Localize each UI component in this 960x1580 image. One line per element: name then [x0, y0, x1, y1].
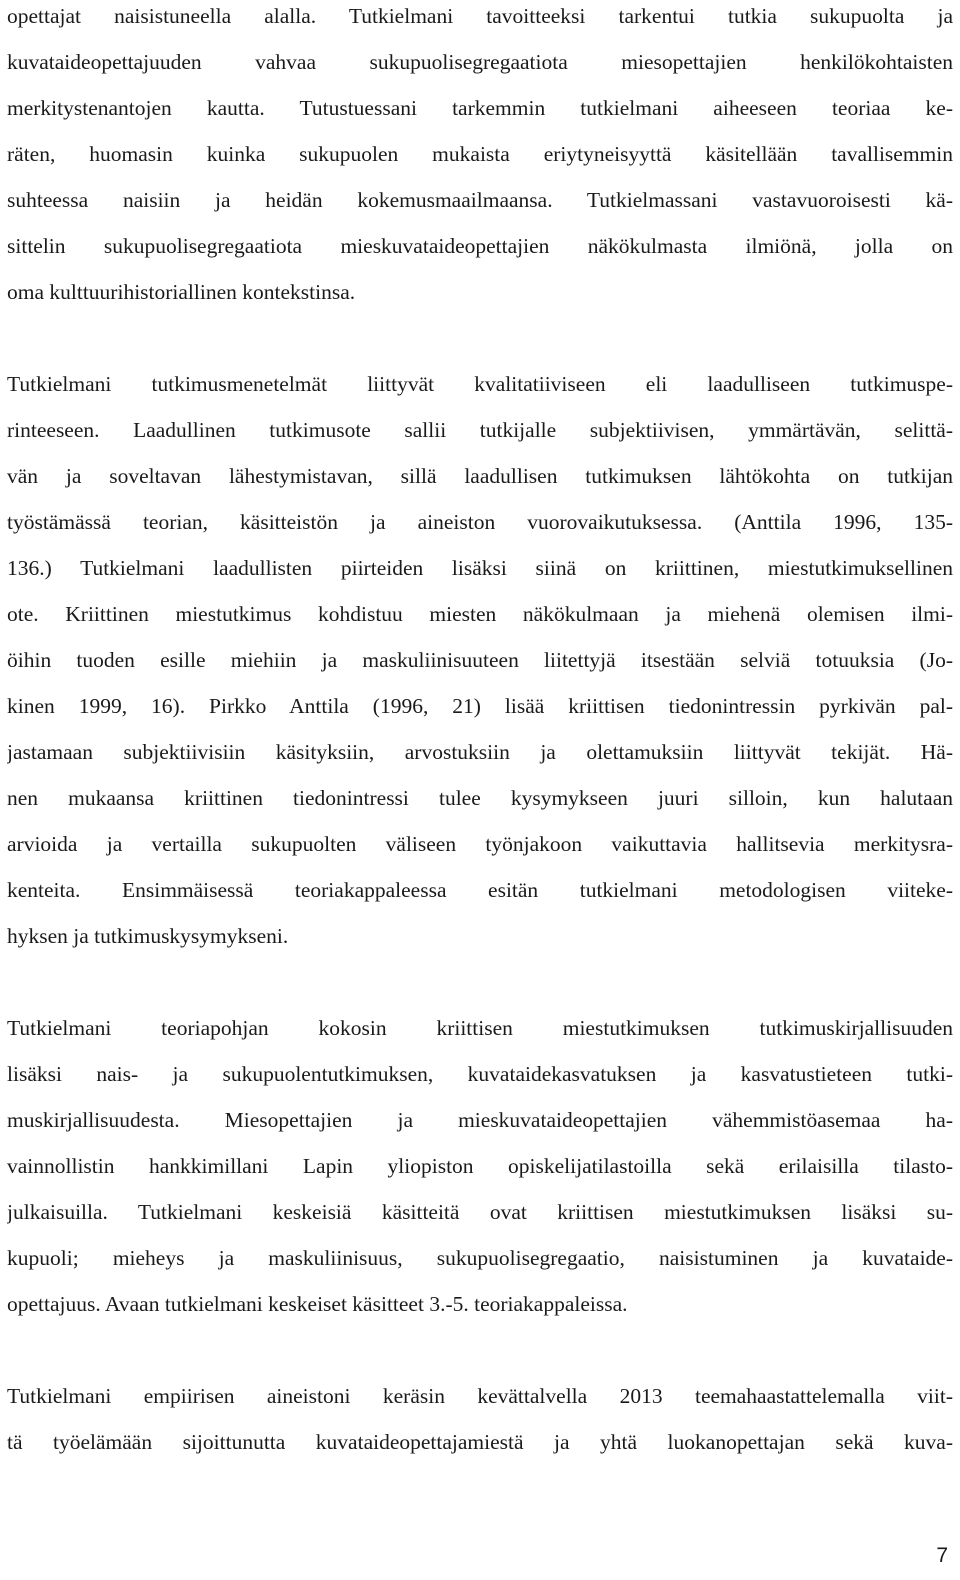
text-line: nen mukaansa kriittinen tiedonintressi tulee kysymykseen juuri silloin, kun halutaan: [7, 786, 953, 810]
text-line: rinteeseen. Laadullinen tutkimusote sallii tutkijalle subjektiivisen, ymmärtävän, selittä-: [7, 418, 953, 442]
text-line: räten, huomasin kuinka sukupuolen mukaista eriytyneisyyttä käsitellään tavallisemmin: [7, 142, 953, 166]
paragraph-gap: [7, 1327, 953, 1373]
text-line: Tutkielmani empiirisen aineistoni keräsin kevättalvella 2013 teemahaastattelemalla viit-: [7, 1384, 953, 1408]
text-line: julkaisuilla. Tutkielmani keskeisiä käsitteitä ovat kriittisen miestutkimuksen lisäksi su-: [7, 1200, 953, 1224]
paragraph-2: [7, 361, 953, 959]
text-line: vainnollistin hankkimillani Lapin yliopiston opiskelijatilastoilla sekä erilaisilla tilasto-: [7, 1154, 953, 1178]
text-line: Tutkielmani teoriapohjan kokosin kriittisen miestutkimuksen tutkimuskirjallisuuden: [7, 1016, 953, 1040]
text-line: ote. Kriittinen miestutkimus kohdistuu miesten näkökulmaan ja miehenä olemisen ilmi-: [7, 602, 953, 626]
text-line: opettajat naisistuneella alalla. Tutkielmani tavoitteeksi tarkentui tutkia sukupuolta ja: [7, 4, 953, 28]
text-line: arvioida ja vertailla sukupuolten väliseen työnjakoon vaikuttavia hallitsevia merkitysra-: [7, 832, 953, 856]
text-line: suhteessa naisiin ja heidän kokemusmaailmaansa. Tutkielmassani vastavuoroisesti kä-: [7, 188, 953, 212]
text-line: opettajuus. Avaan tutkielmani keskeiset käsitteet 3.-5. teoriakappaleissa.: [7, 1292, 628, 1316]
text-line: tä työelämään sijoittunutta kuvataideopettajamiestä ja yhtä luokanopettajan sekä kuva-: [7, 1430, 953, 1454]
paragraph-4: [7, 1373, 953, 1465]
paragraph-gap: [7, 959, 953, 1005]
paragraph-3: [7, 1005, 953, 1327]
document-page: [7, 0, 953, 1465]
text-line: öihin tuoden esille miehiin ja maskuliinisuuteen liitettyjä itsestään selviä totuuksia (Jo-: [7, 648, 953, 672]
text-line: sittelin sukupuolisegregaatiota mieskuvataideopettajien näkökulmasta ilmiönä, jolla on: [7, 234, 953, 258]
text-line: kupuoli; mieheys ja maskuliinisuus, sukupuolisegregaatio, naisistuminen ja kuvataide-: [7, 1246, 953, 1270]
text-line: kenteita. Ensimmäisessä teoriakappaleessa esitän tutkielmani metodologisen viiteke-: [7, 878, 953, 902]
text-line: 136.) Tutkielmani laadullisten piirteiden lisäksi siinä on kriittinen, miestutkimuksellinen: [7, 556, 953, 580]
text-line: kuvataideopettajuuden vahvaa sukupuolisegregaatiota miesopettajien henkilökohtaisten: [7, 50, 953, 74]
text-line: muskirjallisuudesta. Miesopettajien ja mieskuvataideopettajien vähemmistöasemaa ha-: [7, 1108, 953, 1132]
text-line: kinen 1999, 16). Pirkko Anttila (1996, 21) lisää kriittisen tiedonintressin pyrkivän pal-: [7, 694, 953, 718]
paragraph-1: [7, 0, 953, 315]
page-number: 7: [936, 1544, 948, 1567]
text-line: vän ja soveltavan lähestymistavan, sillä laadullisen tutkimuksen lähtökohta on tutkijan: [7, 464, 953, 488]
text-line: lisäksi nais- ja sukupuolentutkimuksen, kuvataidekasvatuksen ja kasvatustieteen tutki-: [7, 1062, 953, 1086]
text-line: Tutkielmani tutkimusmenetelmät liittyvät kvalitatiiviseen eli laadulliseen tutkimuspe-: [7, 372, 953, 396]
text-line: oma kulttuurihistoriallinen kontekstinsa.: [7, 280, 356, 304]
paragraph-gap: [7, 315, 953, 361]
text-line: työstämässä teorian, käsitteistön ja aineiston vuorovaikutuksessa. (Anttila 1996, 135-: [7, 510, 953, 534]
text-line: merkitystenantojen kautta. Tutustuessani tarkemmin tutkielmani aiheeseen teoriaa ke-: [7, 96, 953, 120]
text-line: hyksen ja tutkimuskysymykseni.: [7, 924, 289, 948]
text-line: jastamaan subjektiivisiin käsityksiin, arvostuksiin ja olettamuksiin liittyvät tekijät. Hä-: [7, 740, 953, 764]
